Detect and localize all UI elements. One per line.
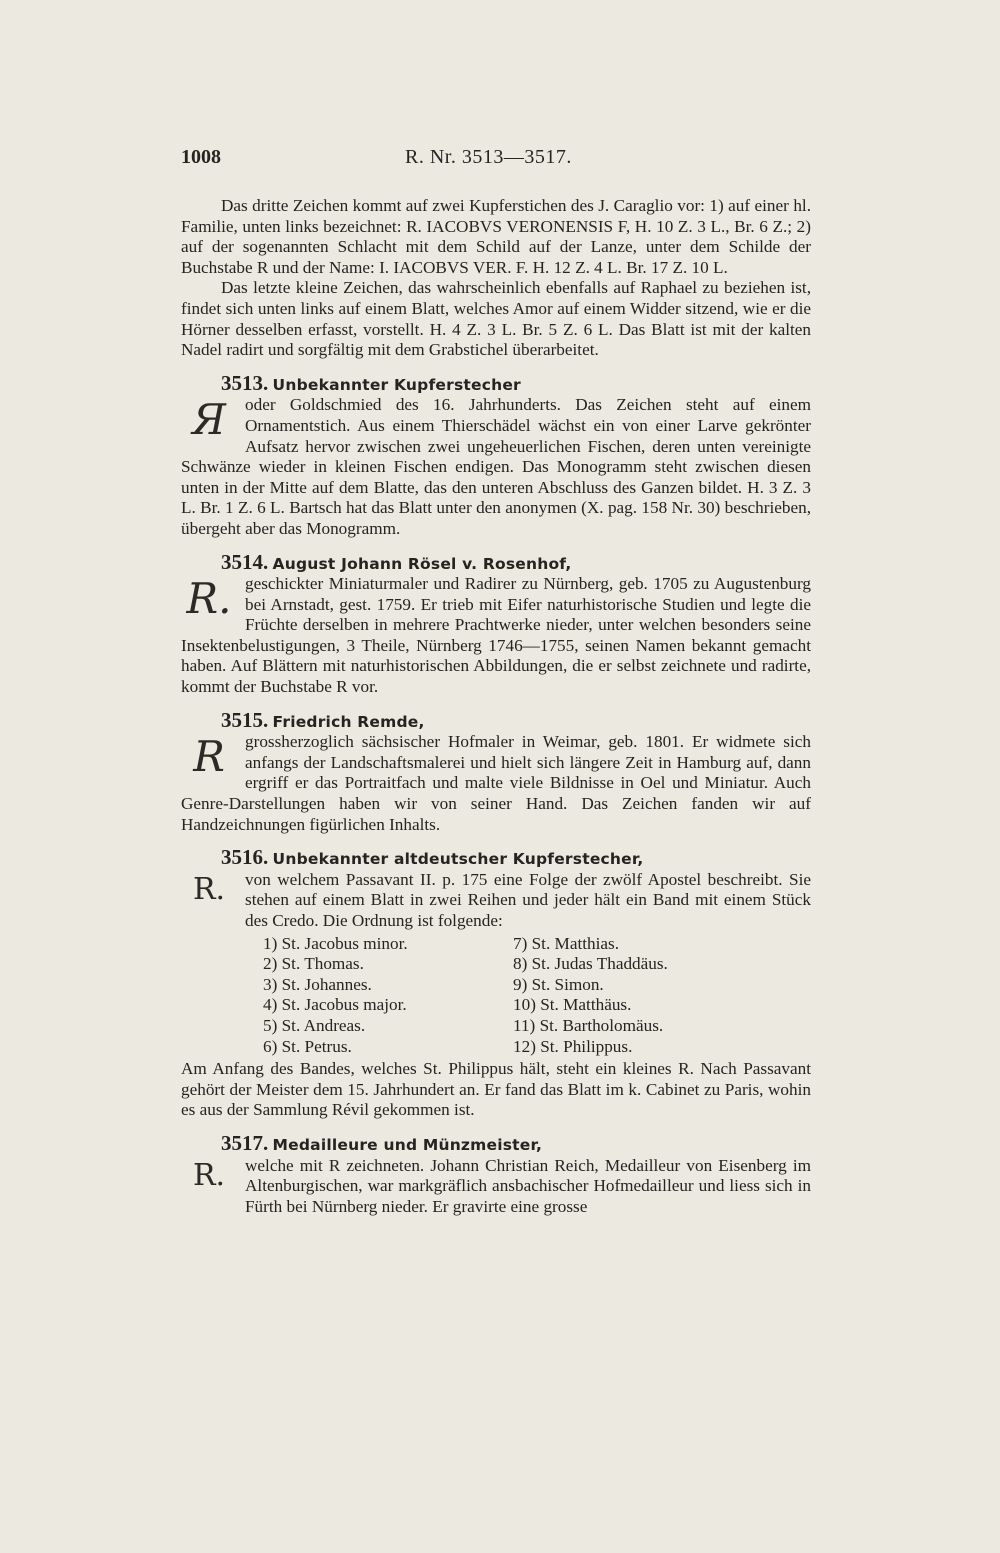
intro-paragraph-1: Das dritte Zeichen kommt auf zwei Kupferstichen des J. Caraglio vor: 1) auf einer hl. Familie, unten links bezeichnet: R. IACOBVS VERONENSIS F, H. 10 Z. 3 L., Br. 6 Z.; 2) auf der sogenannten Schlacht mit dem Schild auf der Lanze, unter dem Schilde der Buchstabe R und der Name: I. IACOBVS VER. F. H. 12 Z. 4 L. Br. 17 Z. 10 L.	[181, 196, 811, 277]
entry-3515-heading	[181, 707, 811, 733]
entry-text: welche mit R zeichneten. Johann Christian Reich, Medailleur von Eisenberg im Altenburgischen, war markgräflich ansbachischer Hofmedailleur und liess sich in Fürth bei Nürnberg nieder. Er gravirte eine grosse	[245, 1155, 811, 1216]
monogram-mark: R.	[192, 1157, 226, 1193]
entry-text-continued: Am Anfang des Bandes, welches St. Philippus hält, steht ein kleines R. Nach Passavant gehört der Meister dem 15. Jahrhundert an. Er fand das Blatt im k. Cabinet zu Paris, wohin es aus der Sammlung Révil gekommen ist.	[181, 1059, 811, 1120]
entry-name: Unbekannter altdeutscher Kupferstecher,	[272, 850, 644, 869]
apostle-item: 11) St. Bartholomäus.	[513, 1015, 664, 1035]
entry-3513	[181, 370, 811, 540]
page-number: 1008	[181, 146, 221, 168]
apostle-item: 10) St. Matthäus.	[513, 995, 632, 1015]
entry-3514-heading	[181, 549, 811, 575]
entry-3514	[181, 549, 811, 698]
monogram-mark: R.	[192, 871, 226, 907]
page-body	[181, 196, 811, 1217]
apostle-item: 12) St. Philippus.	[513, 1036, 633, 1056]
apostle-item: 8) St. Judas Thaddäus.	[513, 954, 668, 974]
monogram-mark: R.	[186, 574, 232, 624]
entry-3517	[181, 1130, 811, 1217]
apostle-item: 6) St. Petrus.	[263, 1036, 352, 1056]
apostle-item: 1) St. Jacobus minor.	[263, 933, 408, 953]
entry-3515	[181, 707, 811, 836]
apostle-item: 4) St. Jacobus major.	[263, 995, 407, 1015]
entry-3516	[181, 847, 811, 1121]
entry-text: grossherzoglich sächsischer Hofmaler in Weimar, geb. 1801. Er widmete sich anfangs der Landschaftsmalerei und hielt sich längere Zeit in Hamburg auf, dann ergriff er das Portraitfach und malte viele Bildnisse in Oel und Miniatur. Auch Genre-Darstellungen haben wir von seiner Hand. Das Zeichen fanden wir auf Handzeichnungen figürlichen Inhalts.	[181, 732, 811, 834]
entry-number: 3513.	[221, 370, 269, 395]
entry-number: 3517.	[221, 1130, 269, 1155]
entry-text: geschickter Miniaturmaler und Radirer zu Nürnberg, geb. 1705 zu Augustenburg bei Arnstadt, gest. 1759. Er trieb mit Eifer naturhistorische Studien und legte die Früchte derselben in mehrere Prachtwerke nieder, unter welchen besonders seine Insektenbelustigungen, 3 Theile, Nürnberg 1746—1755, seinen Namen bekannt gemacht haben. Auf Blättern mit naturhistorischen Abbildungen, die er selbst zeichnete und radirte, kommt der Buchstabe R vor.	[181, 574, 811, 697]
entry-text: von welchem Passavant II. p. 175 eine Folge der zwölf Apostel beschreibt. Sie stehen auf einem Blatt in zwei Reihen und jeder hält ein Band mit einem Stück des Credo. Die Ordnung ist folgende:	[245, 869, 811, 930]
entry-3517-heading	[181, 1130, 811, 1156]
apostle-item: 5) St. Andreas.	[263, 1015, 366, 1035]
running-head: R. Nr. 3513—3517.	[405, 146, 572, 168]
entry-number: 3514.	[221, 549, 269, 574]
entry-name: Medailleure und Münzmeister,	[272, 1135, 543, 1154]
apostle-item: 7) St. Matthias.	[513, 933, 619, 953]
monogram-mark: R	[193, 732, 225, 782]
entry-3513-heading	[181, 370, 811, 396]
entry-name: Friedrich Remde,	[272, 712, 425, 731]
entry-number: 3516.	[221, 845, 269, 870]
entry-number: 3515.	[221, 707, 269, 732]
apostle-item: 3) St. Johannes.	[263, 974, 372, 994]
entry-3516-heading	[181, 847, 811, 870]
monogram-mark: Я	[192, 395, 226, 445]
page-header	[181, 146, 811, 180]
apostle-item: 2) St. Thomas.	[263, 954, 364, 974]
intro-paragraph-2: Das letzte kleine Zeichen, das wahrscheinlich ebenfalls auf Raphael zu beziehen ist, findet sich unten links auf einem Blatt, welches Amor auf einem Widder sitzend, wie er die Hörner desselben erfasst, vorstellt. H. 4 Z. 3 L. Br. 5 Z. 6 L. Das Blatt ist mit der kalten Nadel radirt und sorgfältig mit dem Grabstichel überarbeitet.	[181, 278, 811, 360]
entry-text: oder Goldschmied des 16. Jahrhunderts. Das Zeichen steht auf einem Ornamentstich. Aus einem Thierschädel wächst ein von einer Larve gekrönter Aufsatz hervor zwischen zwei ungeheuerlichen Fischen, deren unten vereinigte Schwänze wieder in kleinen Fischen endigen. Das Monogramm steht zwischen diesen unten in der Mitte auf dem Blatte, das den unteren Abschluss des Ganzen bildet. H. 3 Z. 3 L. Br. 1 Z. 6 L. Bartsch hat das Blatt unter den anonymen (X. pag. 158 Nr. 30) beschrieben, übergeht aber das Monogramm.	[181, 395, 811, 538]
entry-name: August Johann Rösel v. Rosenhof,	[272, 554, 572, 573]
apostle-list	[263, 934, 811, 1058]
entry-name: Unbekannter Kupferstecher	[272, 375, 521, 394]
apostle-item: 9) St. Simon.	[513, 974, 604, 994]
